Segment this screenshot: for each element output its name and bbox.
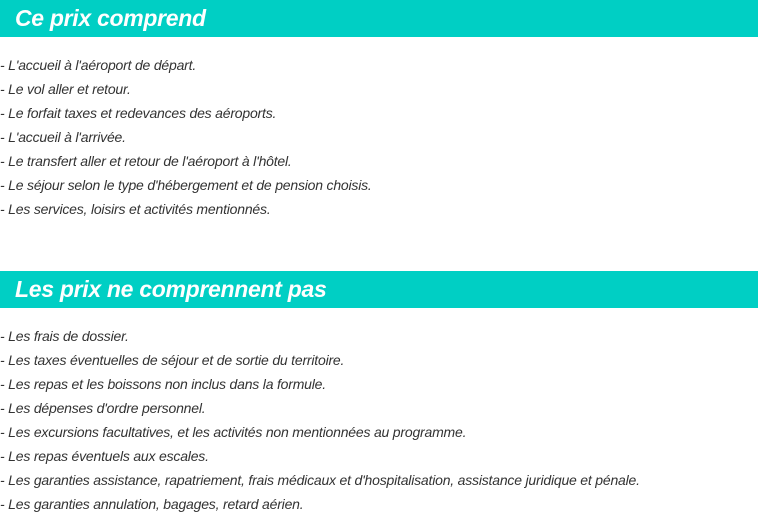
list-item: - Les repas éventuels aux escales. (0, 448, 209, 464)
price-includes-header (0, 0, 758, 37)
price-includes-title: Ce prix comprend (15, 5, 206, 31)
list-item: - Les garanties assistance, rapatriement, frais médicaux et d'hospitalisation, assistance juridique et pénale. (0, 472, 640, 488)
list-item: - Les excursions facultatives, et les activités non mentionnées au programme. (0, 424, 467, 440)
price-excludes-list (0, 308, 758, 516)
price-includes-section (0, 0, 758, 221)
list-item: - L'accueil à l'arrivée. (0, 129, 126, 145)
list-item: - Le forfait taxes et redevances des aéroports. (0, 105, 277, 121)
list-item: - Les taxes éventuelles de séjour et de sortie du territoire. (0, 352, 345, 368)
list-item: - Le séjour selon le type d'hébergement et de pension choisis. (0, 177, 372, 193)
list-item: - Le vol aller et retour. (0, 81, 131, 97)
list-item: - Les frais de dossier. (0, 328, 129, 344)
list-item: - Les dépenses d'ordre personnel. (0, 400, 206, 416)
price-includes-list (0, 37, 758, 221)
price-excludes-title: Les prix ne comprennent pas (15, 276, 327, 302)
price-excludes-header (0, 271, 758, 308)
list-item: - Les repas et les boissons non inclus dans la formule. (0, 376, 326, 392)
price-excludes-section (0, 271, 758, 516)
list-item: - Les garanties annulation, bagages, retard aérien. (0, 496, 304, 512)
list-item: - Le transfert aller et retour de l'aéroport à l'hôtel. (0, 153, 292, 169)
list-item: - L'accueil à l'aéroport de départ. (0, 57, 197, 73)
list-item: - Les services, loisirs et activités mentionnés. (0, 201, 271, 217)
